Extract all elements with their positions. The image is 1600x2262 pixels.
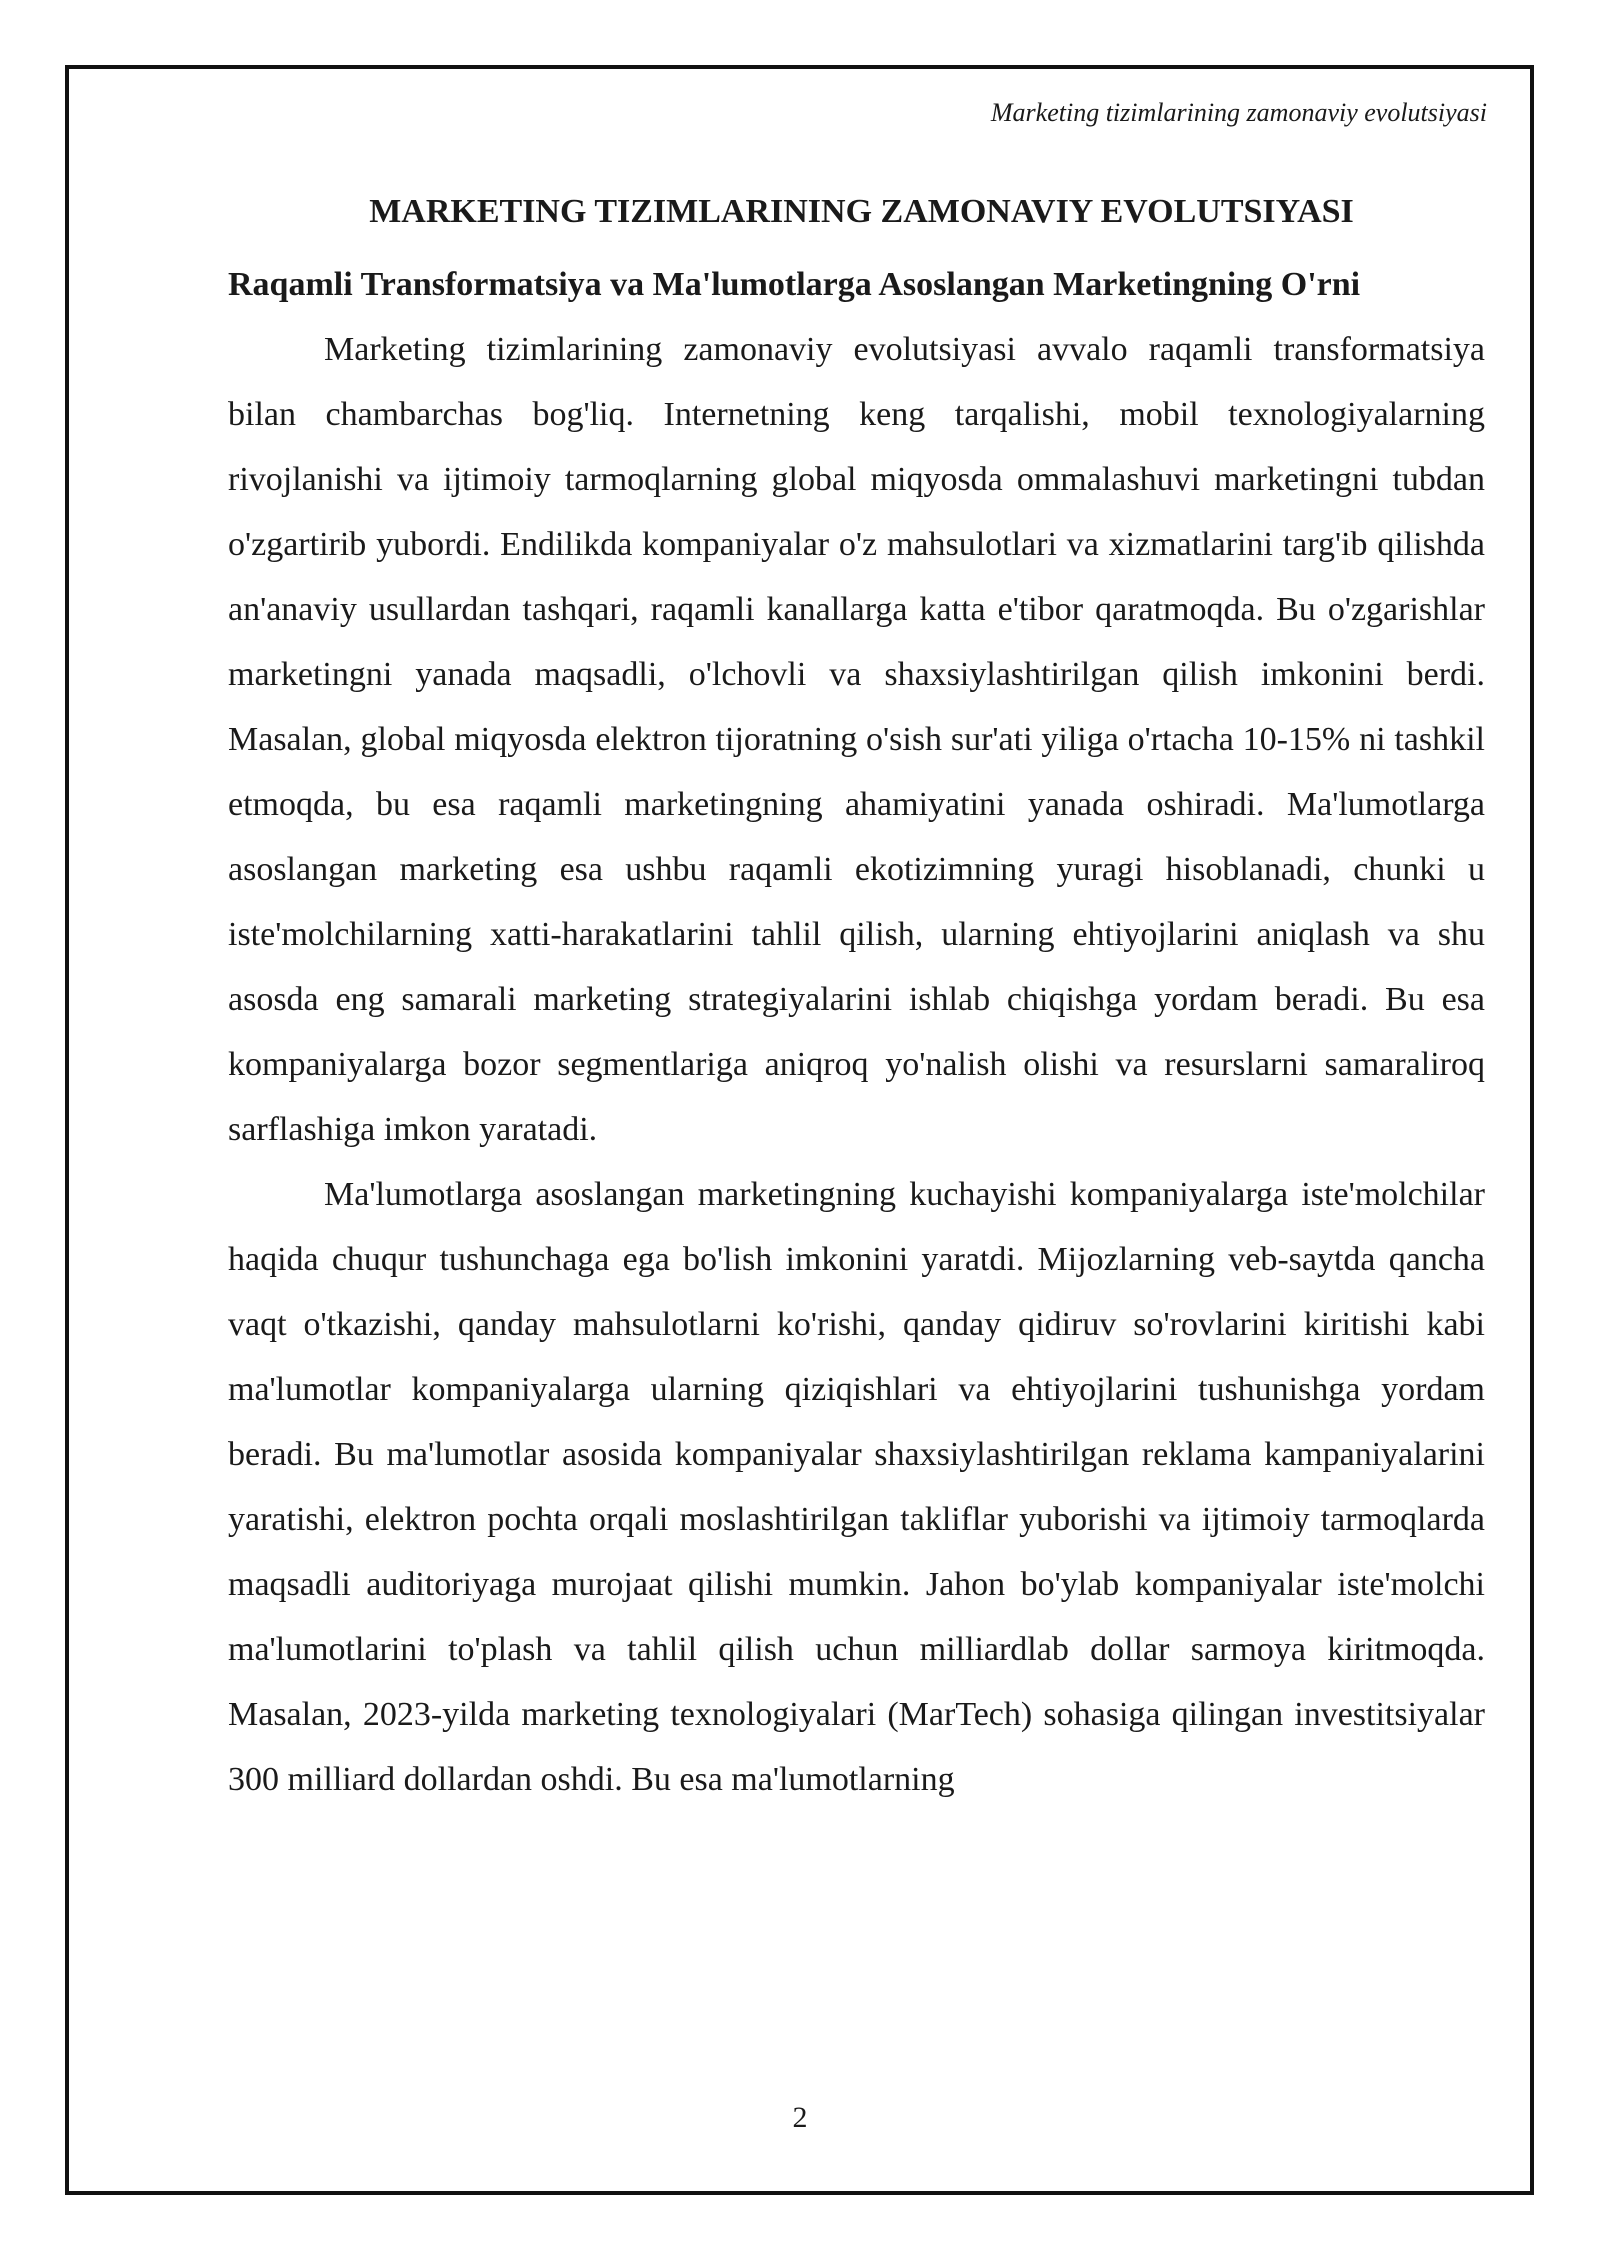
document-body	[228, 190, 1485, 1812]
section-heading: Raqamli Transformatsiya va Ma'lumotlarga Asoslangan Marketingning O'rni	[228, 266, 1361, 303]
paragraph-1: Marketing tizimlarining zamonaviy evolutsiyasi avvalo raqamli transformatsiya bilan chambarchas bog'liq. Internetning keng tarqalishi, mobil texnologiyalarning rivojlanishi va ijtimoiy tarmoqlarning global miqyosda ommalashuvi marketingni tubdan o'zgartirib yubordi. Endilikda kompaniyalar o'z mahsulotlari va xizmatlarini targ'ib qilishda an'anaviy usullardan tashqari, raqamli kanallarga katta e'tibor qaratmoqda. Bu o'zgarishlar marketingni yanada maqsadli, o'lchovli va shaxsiylashtirilgan qilish imkonini berdi. Masalan, global miqyosda elektron tijoratning o'sish sur'ati yiliga o'rtacha 10-15% ni tashkil etmoqda, bu esa raqamli marketingning ahamiyatini yanada oshiradi. Ma'lumotlarga asoslangan marketing esa ushbu raqamli ekotizimning yuragi hisoblanadi, chunki u iste'molchilarning xatti-harakatlarini tahlil qilish, ularning ehtiyojlarini aniqlash va shu asosda eng samarali marketing strategiyalarini ishlab chiqishga yordam beradi. Bu esa kompaniyalarga bozor segmentlariga aniqroq yo'nalish olishi va resurslarni samaraliroq sarflashiga imkon yaratadi.	[228, 331, 1485, 1148]
running-header: Marketing tizimlarining zamonaviy evolutsiyasi	[990, 98, 1487, 127]
page-number: 2	[792, 2101, 808, 2134]
document-title: MARKETING TIZIMLARINING ZAMONAVIY EVOLUTSIYASI	[369, 193, 1354, 230]
paragraph-2: Ma'lumotlarga asoslangan marketingning kuchayishi kompaniyalarga iste'molchilar haqida chuqur tushunchaga ega bo'lish imkonini yaratdi. Mijozlarning veb-saytda qancha vaqt o'tkazishi, qanday mahsulotlarni ko'rishi, qanday qidiruv so'rovlarini kiritishi kabi ma'lumotlar kompaniyalarga ularning qiziqishlari va ehtiyojlarini tushunishga yordam beradi. Bu ma'lumotlar asosida kompaniyalar shaxsiylashtirilgan reklama kampaniyalarini yaratishi, elektron pochta orqali moslashtirilgan takliflar yuborishi va ijtimoiy tarmoqlarda maqsadli auditoriyaga murojaat qilishi mumkin. Jahon bo'ylab kompaniyalar iste'molchi ma'lumotlarini to'plash va tahlil qilish uchun milliardlab dollar sarmoya kiritmoqda. Masalan, 2023-yilda marketing texnologiyalari (MarTech) sohasiga qilingan investitsiyalar 300 milliard dollardan oshdi. Bu esa ma'lumotlarning	[228, 1176, 1485, 1798]
